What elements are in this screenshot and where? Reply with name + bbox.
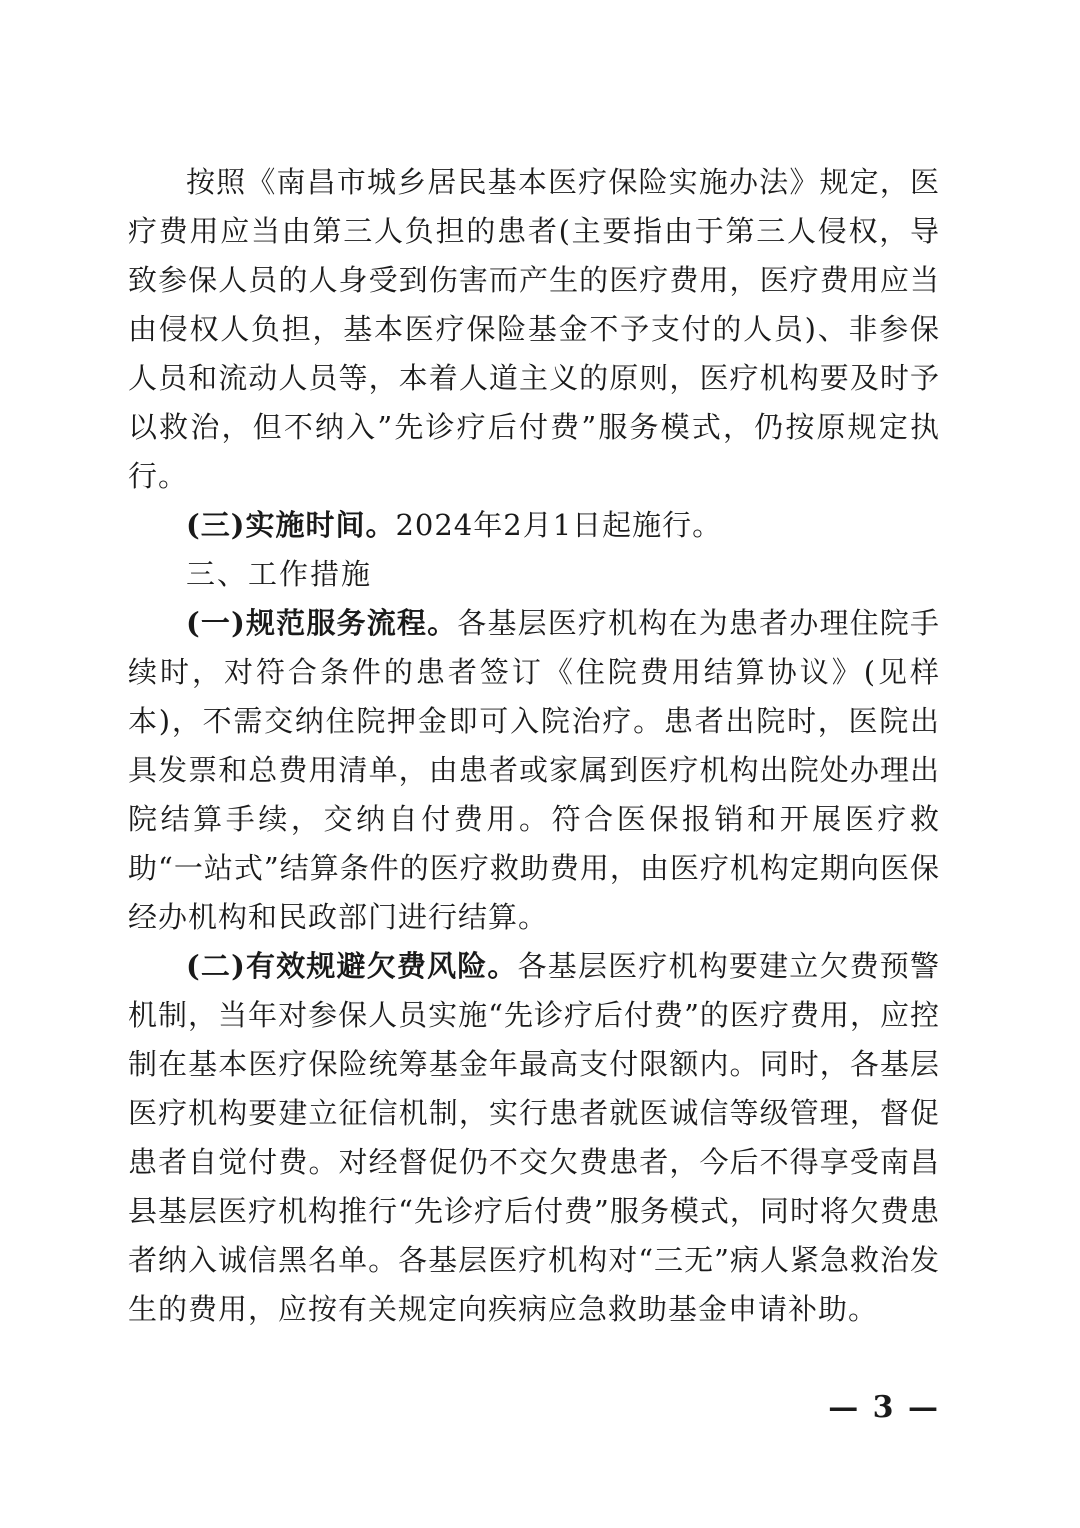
paragraph-text: 2024年2月1日起施行。 — [395, 508, 723, 542]
paragraph-lead: (二)有效规避欠费风险。 — [186, 949, 518, 983]
paragraph-text: 各基层医疗机构在为患者办理住院手续时，对符合条件的患者签订《住院费用结算协议》(见样本)，不需交纳住院押金即可入院治疗。患者出院时，医院出具发票和总费用清单，由患者或家属到医疗机构出院处办理出院结算手续，交纳自付费用。符合医保报销和开展医疗救助“一站式”结算条件的医疗救助费用，由医疗机构定期向医保经办机构和民政部门进行结算。 — [128, 606, 940, 934]
page-number: — 3 — — [828, 1390, 940, 1425]
paragraph-text: 各基层医疗机构要建立欠费预警机制，当年对参保人员实施“先诊疗后付费”的医疗费用，应控制在基本医疗保险统筹基金年最高支付限额内。同时，各基层医疗机构要建立征信机制，实行患者就医诚信等级管理，督促患者自觉付费。对经督促仍不交欠费患者，今后不得享受南昌县基层医疗机构推行“先诊疗后付费”服务模式，同时将欠费患者纳入诚信黑名单。各基层医疗机构对“三无”病人紧急救治发生的费用，应按有关规定向疾病应急救助基金申请补助。 — [128, 949, 940, 1326]
paragraph-lead: (三)实施时间。 — [186, 508, 396, 542]
paragraph-lead: (一)规范服务流程。 — [186, 606, 458, 640]
body-text — [128, 158, 940, 1334]
paragraph-text: 按照《南昌市城乡居民基本医疗保险实施办法》规定，医疗费用应当由第三人负担的患者(主要指由于第三人侵权，导致参保人员的人身受到伤害而产生的医疗费用，医疗费用应当由侵权人负担，基本医疗保险基金不予支付的人员)、非参保人员和流动人员等，本着人道主义的原则，医疗机构要及时予以救治，但不纳入”先诊疗后付费”服务模式，仍按原规定执行。 — [128, 165, 940, 493]
paragraph-insurance-exclusion — [128, 158, 940, 501]
section-heading: 三、工作措施 — [186, 557, 373, 591]
paragraph-service-process — [128, 599, 940, 942]
paragraph-implementation-time — [128, 501, 940, 550]
paragraph-arrears-risk — [128, 942, 940, 1334]
